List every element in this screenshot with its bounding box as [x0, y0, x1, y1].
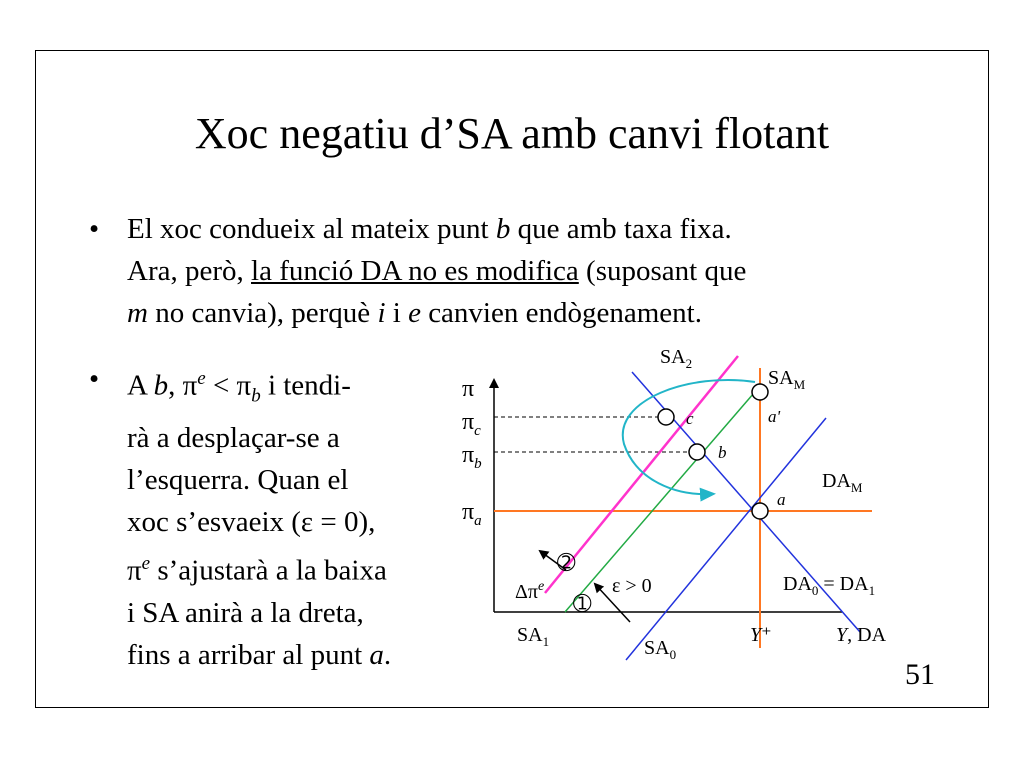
point-a-prime-label: a' [768, 407, 781, 426]
step-1-label: ➀ [573, 591, 592, 616]
point-b-marker [689, 444, 705, 460]
x-axis-label: Y, DA [836, 624, 887, 646]
bullet-1-line-1: El xoc condueix al mateix punt b que amb taxa fixa. [127, 213, 732, 245]
slide-title: Xoc negatiu d’SA amb canvi flotant [194, 109, 830, 158]
sa1-label: $SA_1$ [517, 624, 550, 649]
y-axis-label: π [462, 376, 475, 402]
sa2-label: $SA_2$ [660, 346, 693, 371]
pi-c-label: $\pi_c$ [462, 409, 481, 439]
point-a-label: a [777, 490, 786, 509]
bullet-marker: • [89, 363, 100, 395]
point-c-marker [658, 409, 674, 425]
da01-label: $DA_0 = DA_1$ [783, 573, 876, 598]
bullet-2-line-2: rà a desplaçar-se a [127, 422, 340, 455]
point-b-label: b [718, 443, 727, 462]
bullet-2-line-3: l’esquerra. Quan el [127, 464, 349, 497]
point-c-label: c [686, 409, 694, 428]
delta-pi-e-label: $\Delta\pi^e$ [515, 579, 545, 603]
bullet-marker: • [89, 213, 100, 245]
bullet-2-line-6: i SA anirà a la dreta, [127, 597, 364, 630]
point-a-prime-marker [752, 384, 768, 400]
page-number: 51 [905, 658, 935, 691]
point-a-marker [752, 503, 768, 519]
bullet-2-line-4: xoc s’esvaeix (ε = 0), [127, 506, 376, 539]
epsilon-label: ε > 0 [612, 575, 652, 597]
pi-a-label: $\pi_a$ [462, 499, 482, 529]
bullet-2-line-7: fins a arribar al punt a. [127, 639, 392, 672]
pi-b-label: $\pi_b$ [462, 442, 482, 472]
bullet-2-line-5: $\pi^e$ s’ajustarà a la baixa [127, 553, 387, 588]
dam-label: $DA_M$ [822, 470, 863, 495]
bullet-1-line-2: Ara, però, la funció DA no es modifica (suposant que [127, 255, 747, 287]
sa0-label: $SA_0$ [644, 637, 677, 662]
step-2-label: ➁ [557, 550, 576, 575]
bullet-2-line-1: A b, $\pi^e < \pi_b$ i tendi- [127, 368, 351, 407]
bullet-1-line-3: m no canvia), perquè i i e canvien endògenament. [127, 297, 702, 329]
y-plus-label: Y⁺ [750, 624, 772, 646]
sam-label: $SA_M$ [768, 367, 806, 392]
